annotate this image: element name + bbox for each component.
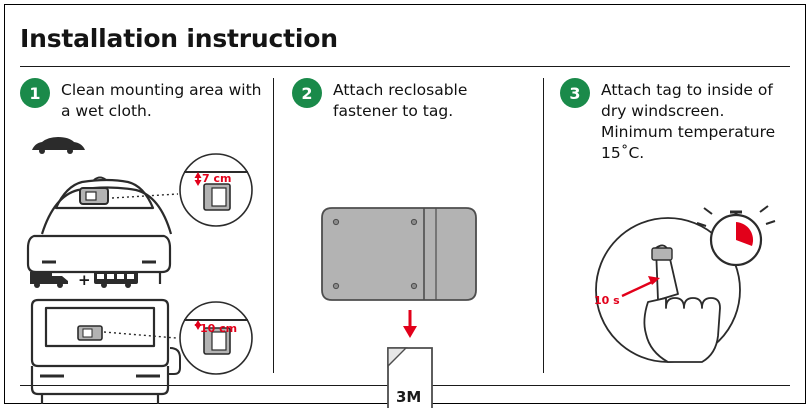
step-3-text: Attach tag to inside of dry windscreen. Minimum temperature 15˚C. [601,81,776,162]
step-1-header [20,78,270,122]
step-column-2 [292,78,532,406]
step-3-number-badge: 3 [560,78,590,108]
tag-on-windscreen [652,248,672,260]
step-column-3 [560,78,795,404]
reclosable-fastener-strip [388,348,432,408]
step-2-illustration [292,132,532,406]
plus-sign: + [78,270,91,289]
truck-distance-label: 10 cm [200,321,238,335]
truck-detail-leader [104,332,176,338]
step-1-number-badge: 1 [20,78,50,108]
car-distance-label: 7 cm [202,171,232,185]
step-3-illustration [560,174,795,404]
step-3-artwork [560,174,795,404]
step-3-header [560,78,795,164]
car-detail-bubble [180,154,252,226]
step-1-text: Clean mounting area with a wet cloth. [61,81,262,120]
truck-icon [30,272,68,288]
column-divider-2 [543,78,544,373]
toll-tag-device [322,208,476,300]
step-2-text: Attach reclosable fastener to tag. [333,81,468,120]
fastener-brand-label: 3M [396,387,422,406]
truck-detail-bubble [180,302,252,374]
step-column-1 [20,78,270,382]
title-divider-rule [20,66,790,67]
step-1-illustration [20,132,270,382]
step-1-artwork [20,132,270,382]
truck-tag-placement [78,326,102,340]
bus-icon [94,271,138,288]
step-2-artwork [292,132,532,406]
column-divider-1 [273,78,274,373]
car-icon [32,137,85,154]
attach-direction-arrow [403,310,417,338]
step-2-number-badge: 2 [292,78,322,108]
step-2-header [292,78,532,122]
page-title: Installation instruction [20,24,338,53]
hold-time-label: 10 s [594,293,620,307]
truck-front-view [32,300,180,404]
